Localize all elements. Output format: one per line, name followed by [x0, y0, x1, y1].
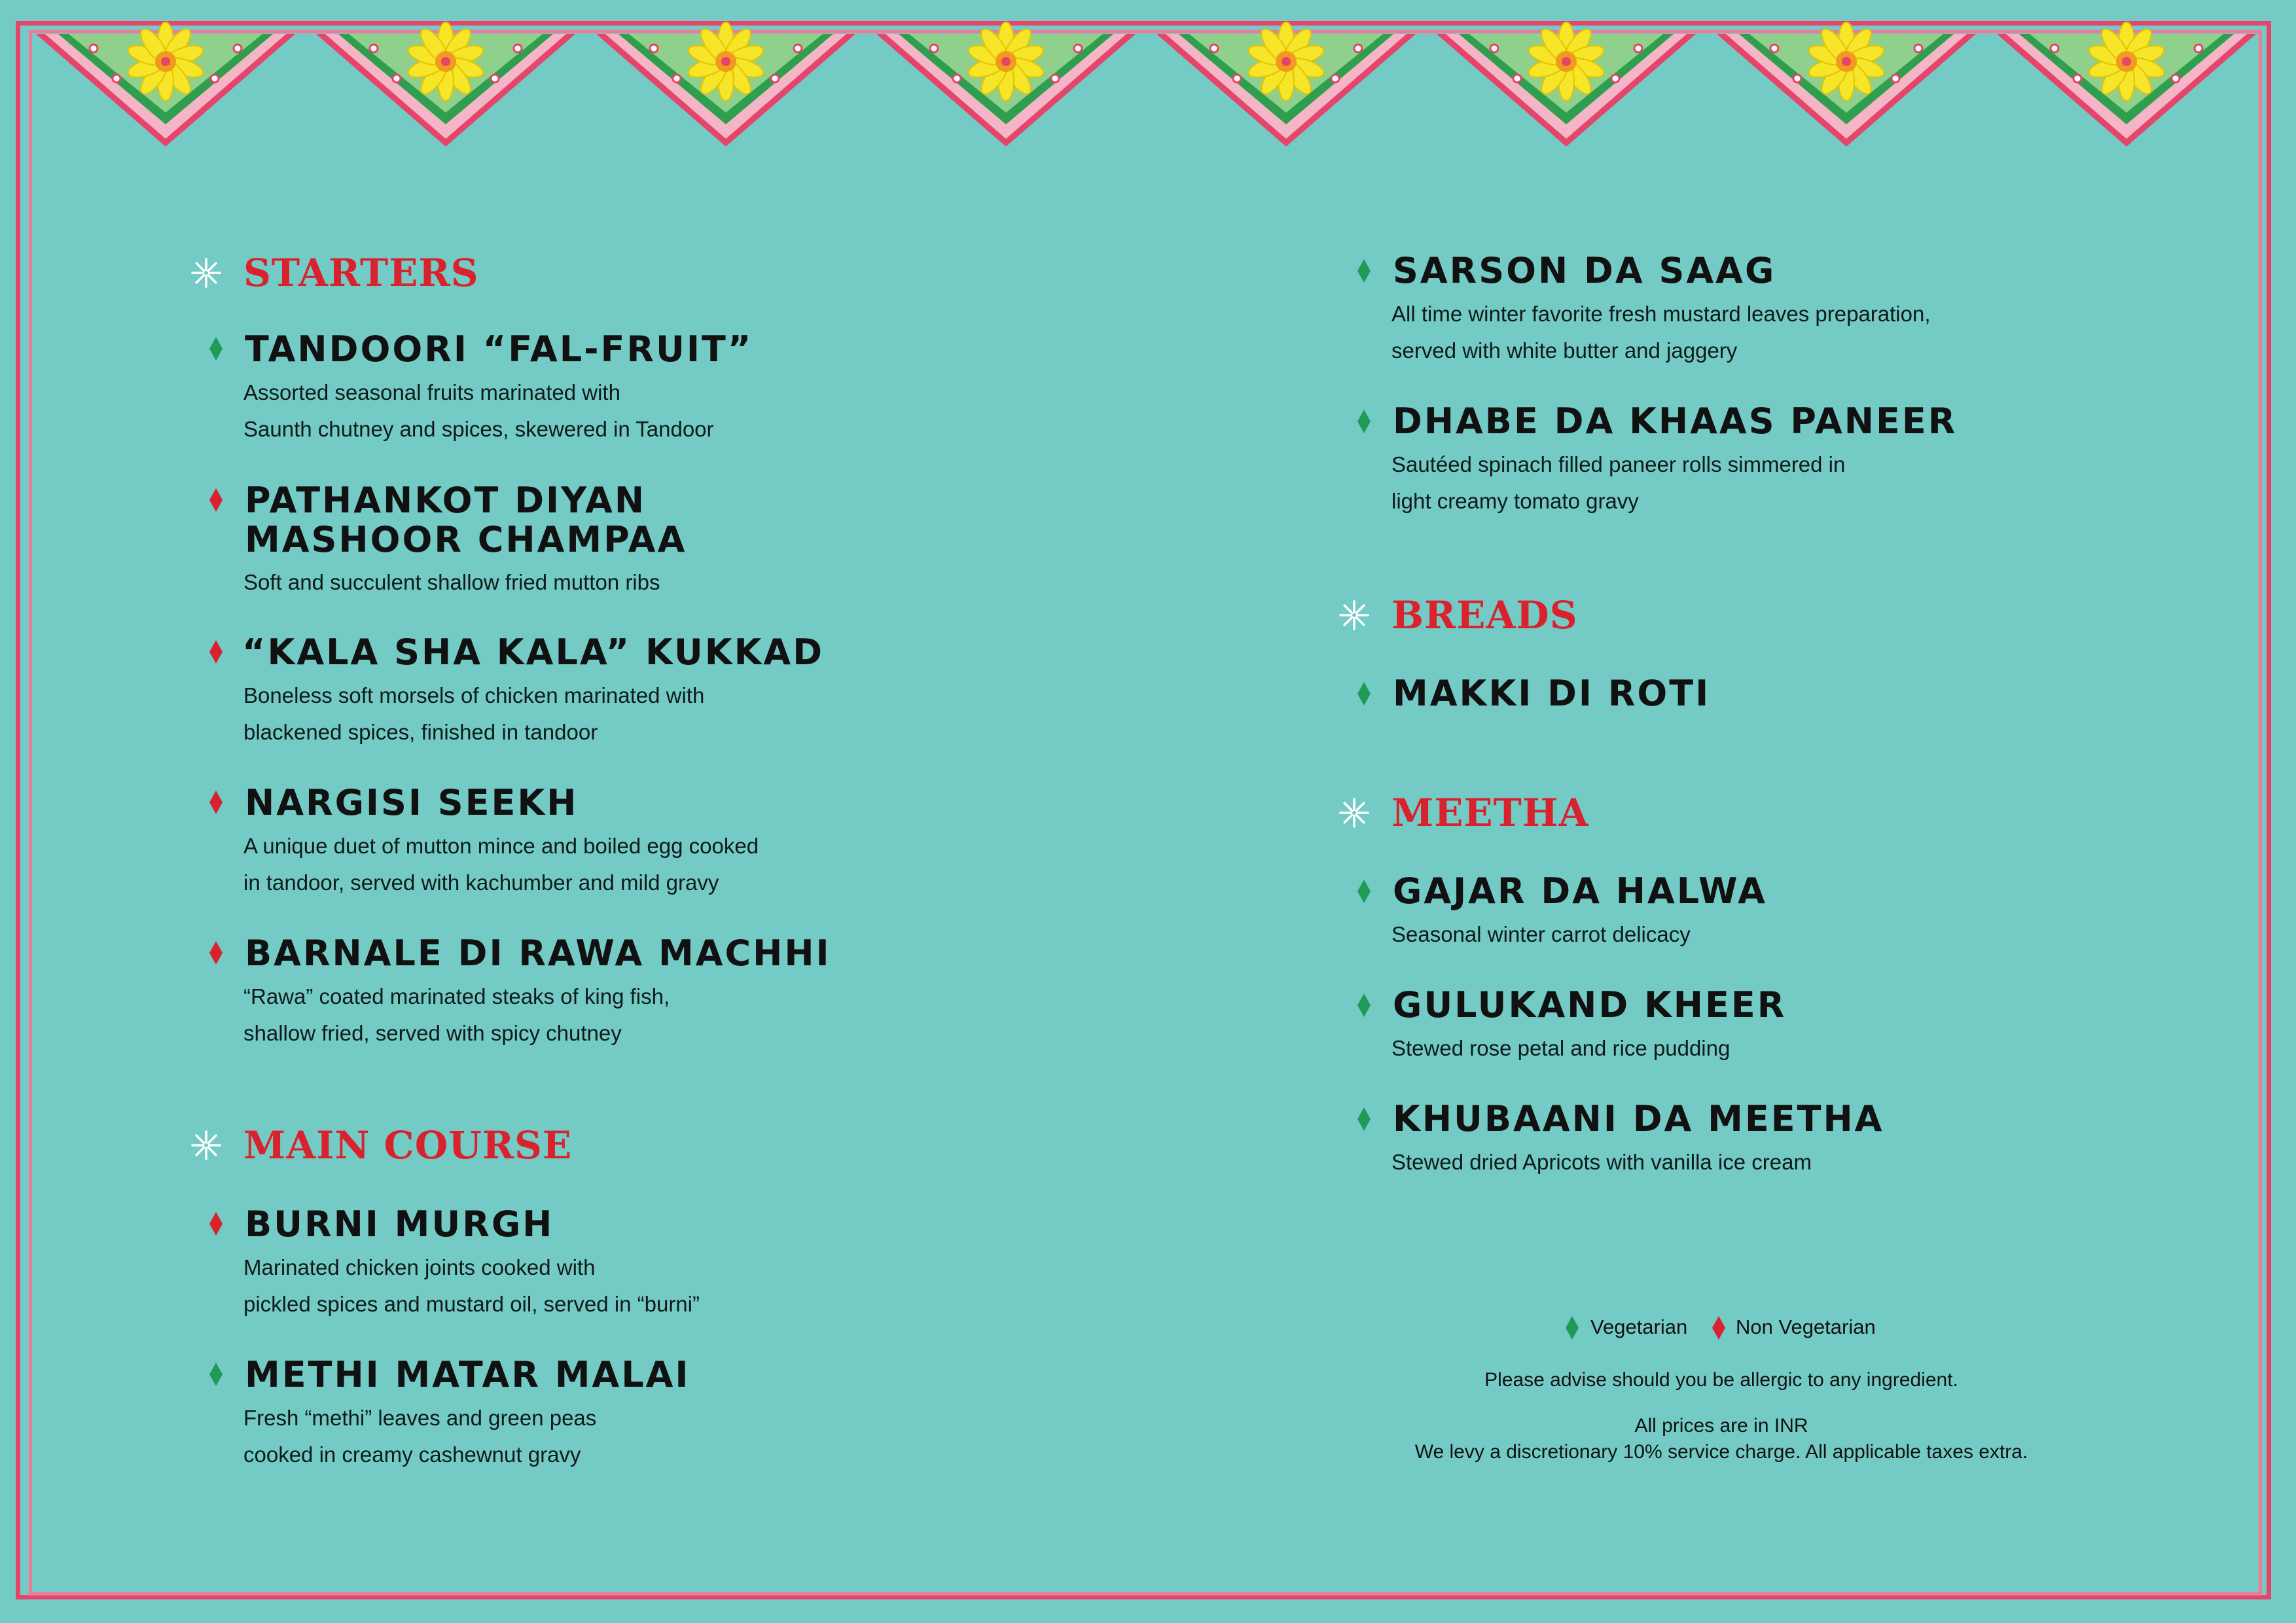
item-desc: in tandoor, served with kachumber and mild gravy [243, 870, 719, 895]
prices-note: All prices are in INR [1634, 1415, 1808, 1436]
item-desc: light creamy tomato gravy [1391, 489, 1639, 513]
legend-non-veg-label: Non Vegetarian [1736, 1315, 1876, 1338]
flower-pennant-icon [1157, 22, 1416, 147]
item-name-line2: MASHOOR CHAMPAA [245, 519, 687, 560]
non-veg-marker-icon [209, 1212, 223, 1239]
item-desc: Marinated chicken joints cooked with [243, 1255, 596, 1279]
flower-pennant-icon [1717, 22, 1976, 147]
item-desc: A unique duet of mutton mince and boiled egg cooked [243, 834, 759, 858]
veg-marker-icon [1357, 993, 1371, 1020]
item-desc: Soft and succulent shallow fried mutton ribs [243, 570, 660, 594]
item-desc: Stewed rose petal and rice pudding [1391, 1036, 1731, 1060]
item-name: NARGISI SEEKH [245, 782, 579, 823]
item-name: TANDOORI “FAL-FRUIT” [245, 329, 753, 370]
veg-marker-icon [209, 337, 223, 364]
flower-pennant-icon [316, 22, 575, 147]
item-name: BARNALE DI RAWA MACHHI [245, 933, 831, 974]
item-name: METHI MATAR MALAI [245, 1354, 691, 1395]
section-title-starters: STARTERS [243, 251, 479, 295]
item-name: MAKKI DI ROTI [1393, 673, 1711, 714]
item-name: “KALA SHA KALA” KUKKAD [242, 632, 825, 673]
item-name: SARSON DA SAAG [1393, 250, 1776, 291]
item-desc: Stewed dried Apricots with vanilla ice cream [1391, 1150, 1812, 1174]
item-desc: Boneless soft morsels of chicken marinated with [243, 683, 705, 707]
sparkle-icon [190, 1129, 223, 1165]
item-desc: blackened spices, finished in tandoor [243, 720, 598, 744]
non-veg-marker-icon [1712, 1316, 1725, 1343]
veg-marker-icon [1566, 1316, 1579, 1343]
section-title-breads: BREADS [1391, 593, 1578, 637]
sparkle-icon [190, 257, 223, 293]
item-desc: All time winter favorite fresh mustard leaves preparation, [1391, 302, 1931, 326]
item-desc: “Rawa” coated marinated steaks of king fish, [243, 984, 670, 1008]
item-desc: served with white butter and jaggery [1391, 338, 1738, 363]
allergy-note: Please advise should you be allergic to any ingredient. [1484, 1369, 1958, 1391]
item-desc: cooked in creamy cashewnut gravy [243, 1442, 581, 1467]
veg-marker-icon [209, 1363, 223, 1389]
flower-pennant-icon [876, 22, 1136, 147]
item-desc: Saunth chutney and spices, skewered in Tandoor [243, 417, 714, 441]
service-note: We levy a discretionary 10% service charge. All applicable taxes extra. [1414, 1441, 2028, 1463]
sparkle-icon [1338, 796, 1371, 832]
item-name: PATHANKOT DIYAN [245, 480, 647, 521]
veg-marker-icon [1357, 1107, 1371, 1134]
veg-marker-icon [1357, 682, 1371, 709]
flower-pennant-icon [596, 22, 855, 147]
flower-pennant-icon [36, 22, 295, 147]
item-desc: Sautéed spinach filled paneer rolls simmered in [1391, 452, 1846, 476]
non-veg-marker-icon [209, 941, 223, 968]
sparkle-icon [1338, 599, 1371, 635]
section-title-meetha: MEETHA [1391, 791, 1589, 835]
non-veg-marker-icon [209, 488, 223, 515]
item-desc: Assorted seasonal fruits marinated with [243, 380, 620, 404]
item-name: DHABE DA KHAAS PANEER [1393, 401, 1958, 442]
item-desc: Fresh “methi” leaves and green peas [243, 1406, 597, 1430]
veg-marker-icon [1357, 259, 1371, 286]
item-desc: pickled spices and mustard oil, served in “burni” [243, 1292, 700, 1316]
item-desc: Seasonal winter carrot delicacy [1391, 922, 1691, 946]
bunting-decoration [0, 0, 2296, 157]
section-title-main-course: MAIN COURSE [243, 1123, 573, 1168]
item-name: BURNI MURGH [245, 1204, 554, 1245]
non-veg-marker-icon [209, 640, 223, 667]
item-name: GAJAR DA HALWA [1393, 870, 1767, 912]
item-name: KHUBAANI DA MEETHA [1393, 1098, 1884, 1139]
legend-veg-label: Vegetarian [1590, 1315, 1688, 1338]
item-name: GULUKAND KHEER [1393, 984, 1787, 1026]
veg-marker-icon [1357, 410, 1371, 437]
non-veg-marker-icon [209, 791, 223, 817]
flower-pennant-icon [1997, 22, 2256, 147]
veg-marker-icon [1357, 880, 1371, 906]
item-desc: shallow fried, served with spicy chutney [243, 1021, 622, 1045]
flower-pennant-icon [1437, 22, 1696, 147]
